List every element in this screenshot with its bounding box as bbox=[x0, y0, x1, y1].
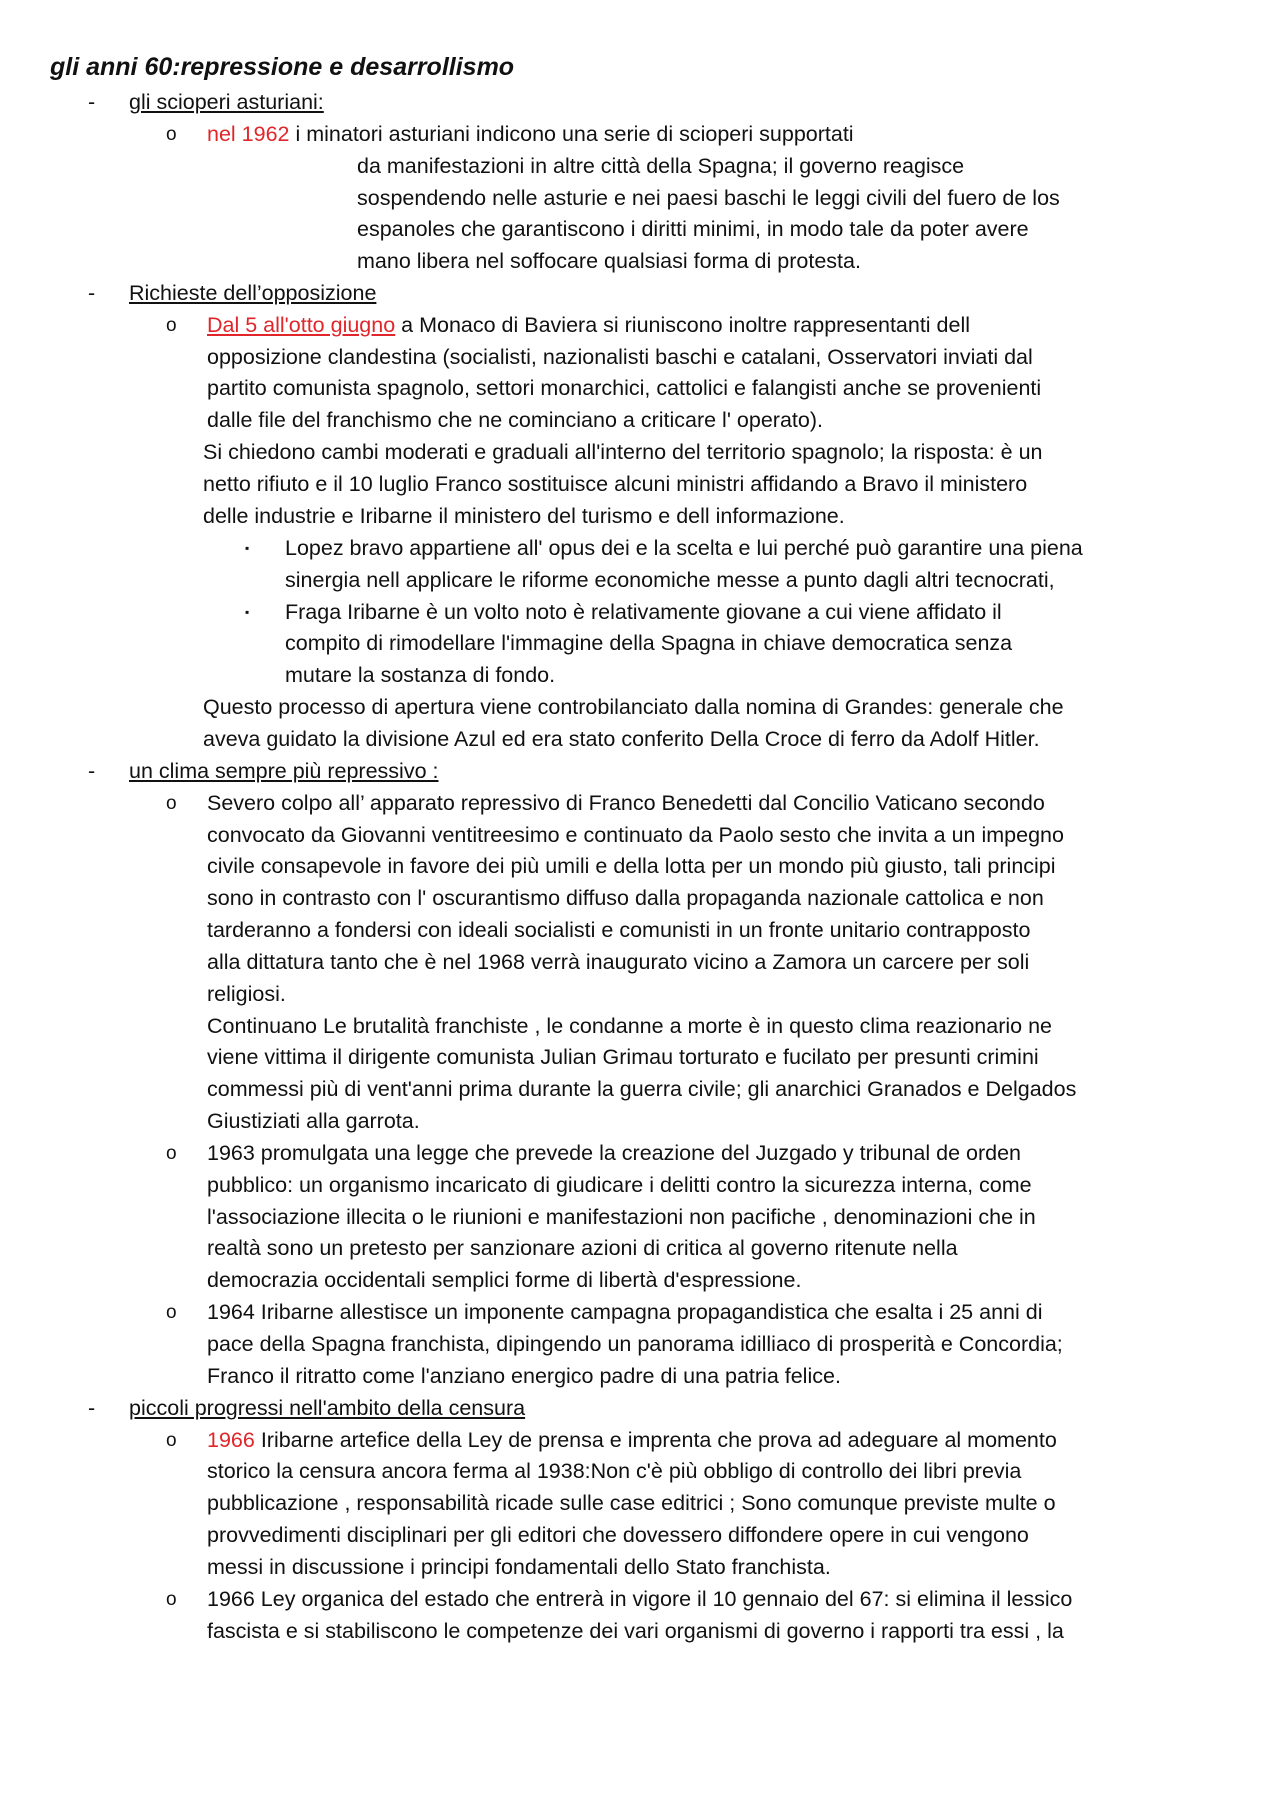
text-span: i minatori asturiani indicono una serie di scioperi supportati bbox=[289, 122, 854, 146]
text-line: espanoles che garantiscono i diritti minimi, in modo tale da poter avere bbox=[357, 217, 1029, 241]
text-line: compito di rimodellare l'immagine della Spagna in chiave democratica senza bbox=[285, 631, 1013, 655]
text-line: provvedimenti disciplinari per gli editori che dovessero diffondere opere in cui vengono bbox=[207, 1523, 1029, 1547]
text-line: mano libera nel soffocare qualsiasi forma di protesta. bbox=[357, 249, 861, 273]
text-line bbox=[207, 310, 970, 342]
text-line: convocato da Giovanni ventitreesimo e continuato da Paolo sesto che invita a un impegno bbox=[207, 823, 1064, 847]
square-bullet: ▪ bbox=[245, 541, 250, 555]
highlighted-date: Dal 5 all'otto giugno bbox=[207, 313, 396, 337]
section-heading-repressivo: un clima sempre più repressivo : bbox=[129, 759, 439, 783]
circle-bullet: o bbox=[166, 1302, 177, 1323]
circle-bullet: o bbox=[166, 1143, 177, 1164]
text-line: sono in contrasto con l' oscurantismo diffuso dalla propaganda nazionale cattolica e non bbox=[207, 886, 1044, 910]
text-line: delle industrie e Iribarne il ministero del turismo e dell informazione. bbox=[203, 504, 845, 528]
highlighted-date: 1966 bbox=[207, 1428, 255, 1452]
text-line: opposizione clandestina (socialisti, nazionalisti baschi e catalani, Osservatori inviati dal bbox=[207, 345, 1033, 369]
section-heading-scioperi: gli scioperi asturiani: bbox=[129, 90, 324, 114]
text-line: 1966 Ley organica del estado che entrerà in vigore il 10 gennaio del 67: si elimina il lessico bbox=[207, 1587, 1073, 1611]
dash-bullet: - bbox=[88, 759, 96, 783]
dash-bullet: - bbox=[88, 1396, 96, 1420]
text-line: sinergia nell applicare le riforme economiche messe a punto dagli altri tecnocrati, bbox=[285, 568, 1055, 592]
text-line: fascista e si stabiliscono le competenze dei vari organismi di governo i rapporti tra essi , la bbox=[207, 1619, 1064, 1643]
text-line: tarderanno a fondersi con ideali socialisti e comunisti in un fronte unitario contrapposto bbox=[207, 918, 1031, 942]
section-heading-censura: piccoli progressi nell'ambito della censura bbox=[129, 1396, 526, 1420]
text-line: messi in discussione i principi fondamentali dello Stato franchista. bbox=[207, 1555, 831, 1579]
text-line: storico la censura ancora ferma al 1938:Non c'è più obbligo di controllo dei libri previa bbox=[207, 1459, 1022, 1483]
highlighted-date: nel 1962 bbox=[207, 122, 290, 146]
circle-bullet: o bbox=[166, 793, 177, 814]
text-line: religiosi. bbox=[207, 982, 286, 1006]
text-line: 1964 Iribarne allestisce un imponente campagna propagandistica che esalta i 25 anni di bbox=[207, 1300, 1043, 1324]
text-line bbox=[207, 1425, 1057, 1457]
text-line: Franco il ritratto come l'anziano energico padre di una patria felice. bbox=[207, 1364, 841, 1388]
text-line: alla dittatura tanto che è nel 1968 verrà inaugurato vicino a Zamora un carcere per soli bbox=[207, 950, 1030, 974]
text-line: mutare la sostanza di fondo. bbox=[285, 663, 556, 687]
circle-bullet: o bbox=[166, 1589, 177, 1610]
text-line: realtà sono un pretesto per sanzionare azioni di critica al governo ritenute nella bbox=[207, 1236, 958, 1260]
text-line: Severo colpo all’ apparato repressivo di Franco Benedetti dal Concilio Vaticano secondo bbox=[207, 791, 1045, 815]
circle-bullet: o bbox=[166, 315, 177, 336]
text-line: Giustiziati alla garrota. bbox=[207, 1109, 420, 1133]
text-span: a Monaco di Baviera si riuniscono inoltre rappresentanti dell bbox=[395, 313, 971, 337]
text-line: sospendendo nelle asturie e nei paesi baschi le leggi civili del fuero de los bbox=[357, 186, 1060, 210]
text-line: Si chiedono cambi moderati e graduali all'interno del territorio spagnolo; la risposta: è un bbox=[203, 440, 1043, 464]
text-line: pace della Spagna franchista, dipingendo un panorama idilliaco di prosperità e Concordia; bbox=[207, 1332, 1063, 1356]
circle-bullet: o bbox=[166, 1430, 177, 1451]
text-line: pubblicazione , responsabilità ricade sulle case editrici ; Sono comunque previste multe o bbox=[207, 1491, 1056, 1515]
text-line: partito comunista spagnolo, settori monarchici, cattolici e falangisti anche se provenienti bbox=[207, 376, 1042, 400]
page-title: gli anni 60:repressione e desarrollismo bbox=[50, 53, 515, 81]
text-line bbox=[207, 119, 854, 151]
text-span: Iribarne artefice della Ley de prensa e imprenta che prova ad adeguare al momento bbox=[254, 1428, 1057, 1452]
text-line: l'associazione illecita o le riunioni e manifestazioni non pacifiche , denominazioni che in bbox=[207, 1205, 1036, 1229]
section-heading-opposizione: Richieste dell’opposizione bbox=[129, 281, 377, 305]
circle-bullet: o bbox=[166, 124, 177, 145]
text-line: commessi più di vent'anni prima durante la guerra civile; gli anarchici Granados e Delgados bbox=[207, 1077, 1077, 1101]
square-bullet: ▪ bbox=[245, 605, 250, 619]
text-line: Lopez bravo appartiene all' opus dei e la scelta e lui perché può garantire una piena bbox=[285, 536, 1083, 560]
text-line: civile consapevole in favore dei più umili e della lotta per un mondo più giusto, tali principi bbox=[207, 854, 1056, 878]
text-line: da manifestazioni in altre città della Spagna; il governo reagisce bbox=[357, 154, 965, 178]
text-line: aveva guidato la divisione Azul ed era stato conferito Della Croce di ferro da Adolf Hitler. bbox=[203, 727, 1040, 751]
text-line: Continuano Le brutalità franchiste , le condanne a morte è in questo clima reazionario ne bbox=[207, 1014, 1052, 1038]
text-line: pubblico: un organismo incaricato di giudicare i delitti contro la sicurezza interna, come bbox=[207, 1173, 1032, 1197]
text-line: 1963 promulgata una legge che prevede la creazione del Juzgado y tribunal de orden bbox=[207, 1141, 1021, 1165]
text-line: netto rifiuto e il 10 luglio Franco sostituisce alcuni ministri affidando a Bravo il ministero bbox=[203, 472, 1028, 496]
dash-bullet: - bbox=[88, 281, 96, 305]
text-line: Fraga Iribarne è un volto noto è relativamente giovane a cui viene affidato il bbox=[285, 600, 1002, 624]
text-line: dalle file del franchismo che ne cominciano a criticare l' operato). bbox=[207, 408, 823, 432]
text-line: viene vittima il dirigente comunista Julian Grimau torturato e fucilato per presunti crimini bbox=[207, 1045, 1039, 1069]
text-line: Questo processo di apertura viene controbilanciato dalla nomina di Grandes: generale che bbox=[203, 695, 1064, 719]
text-line: democrazia occidentali semplici forme di libertà d'espressione. bbox=[207, 1268, 802, 1292]
dash-bullet: - bbox=[88, 90, 96, 114]
